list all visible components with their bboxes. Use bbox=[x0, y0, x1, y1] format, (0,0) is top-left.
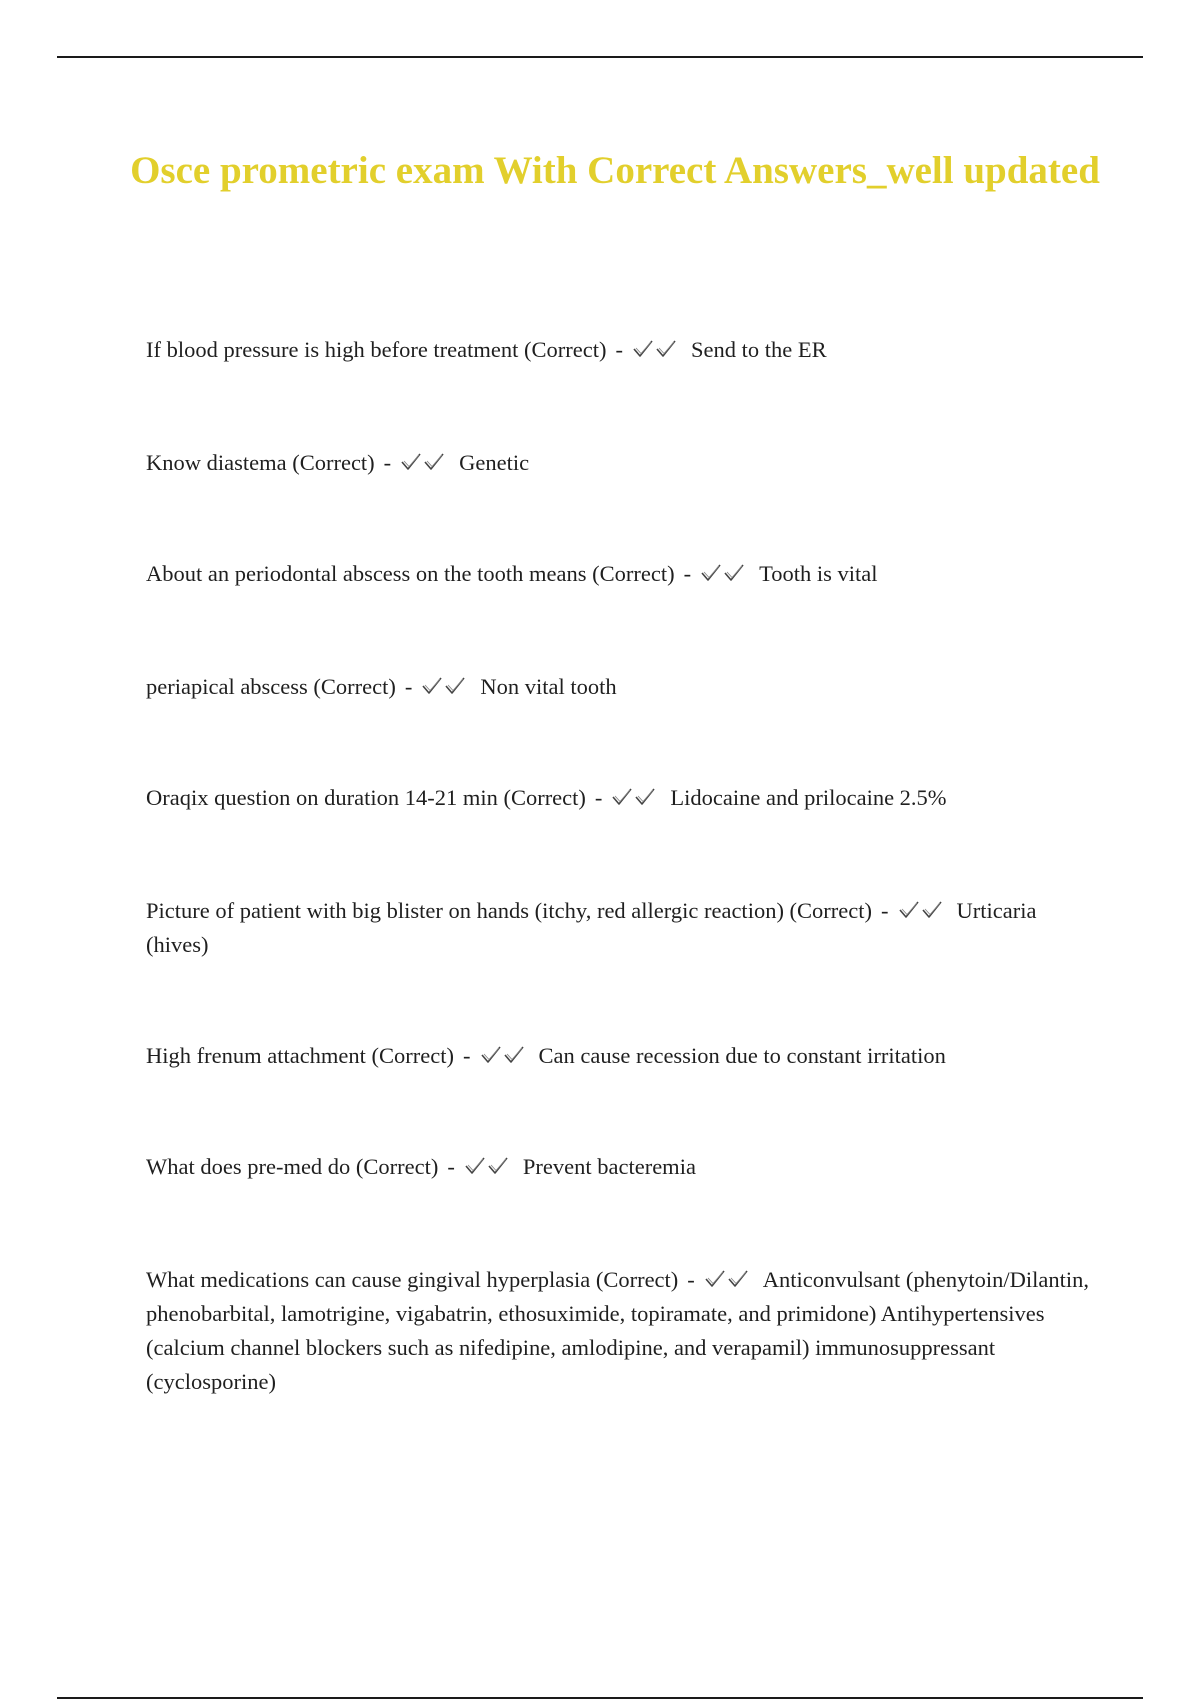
answer-text: Genetic bbox=[459, 450, 530, 475]
double-check-icon bbox=[898, 899, 946, 921]
answer-text: Urticaria (hives) bbox=[146, 898, 1037, 957]
double-check-icon bbox=[400, 451, 448, 473]
double-check-icon bbox=[700, 562, 748, 584]
answer-text: Lidocaine and prilocaine 2.5% bbox=[670, 785, 947, 810]
qa-item bbox=[146, 670, 1091, 704]
question-text: About an periodontal abscess on the tooth means (Correct) bbox=[146, 561, 675, 586]
separator: - bbox=[447, 1154, 455, 1179]
question-text: periapical abscess (Correct) bbox=[146, 674, 396, 699]
question-text: Know diastema (Correct) bbox=[146, 450, 375, 475]
double-check-icon bbox=[464, 1155, 512, 1177]
answer-text: Anticonvulsant (phenytoin/Dilantin, phenobarbital, lamotrigine, vigabatrin, ethosuximide, topiramate, and primidone) Antihypertensives (calcium channel blockers such as nifedipine, amlodipine, and verapamil) immunosuppressant (cyclosporine) bbox=[146, 1267, 1090, 1394]
answer-text: Non vital tooth bbox=[480, 674, 617, 699]
answer-text: Prevent bacteremia bbox=[522, 1154, 696, 1179]
double-check-icon bbox=[632, 338, 680, 360]
separator: - bbox=[383, 450, 392, 475]
qa-item bbox=[146, 894, 1091, 962]
separator: - bbox=[683, 561, 692, 586]
separator: - bbox=[404, 674, 413, 699]
separator: - bbox=[687, 1267, 695, 1292]
separator: - bbox=[881, 898, 889, 923]
qa-item bbox=[146, 1150, 1091, 1184]
question-text: High frenum attachment (Correct) bbox=[146, 1043, 455, 1068]
double-check-icon bbox=[480, 1044, 528, 1066]
qa-item bbox=[146, 446, 1091, 480]
separator: - bbox=[463, 1043, 471, 1068]
question-text: Picture of patient with big blister on hands (itchy, red allergic reaction) (Correct) bbox=[146, 898, 873, 923]
qa-item bbox=[146, 1263, 1091, 1399]
answer-text: Send to the ER bbox=[690, 337, 827, 362]
question-text: Oraqix question on duration 14-21 min (Correct) bbox=[146, 785, 586, 810]
question-text: What medications can cause gingival hyperplasia (Correct) bbox=[146, 1267, 679, 1292]
answer-text: Can cause recession due to constant irritation bbox=[538, 1043, 946, 1068]
qa-item bbox=[146, 781, 1091, 815]
double-check-icon bbox=[421, 675, 469, 697]
question-text: If blood pressure is high before treatment (Correct) bbox=[146, 337, 607, 362]
answer-text: Tooth is vital bbox=[759, 561, 878, 586]
qa-item bbox=[146, 557, 1091, 591]
double-check-icon bbox=[704, 1268, 752, 1290]
bottom-rule bbox=[57, 1697, 1143, 1699]
separator: - bbox=[594, 785, 603, 810]
separator: - bbox=[615, 337, 623, 362]
qa-item bbox=[146, 333, 1091, 367]
question-text: What does pre-med do (Correct) bbox=[146, 1154, 439, 1179]
qa-item bbox=[146, 1039, 1091, 1073]
document-title: Osce prometric exam With Correct Answers_well updated bbox=[130, 149, 1100, 192]
double-check-icon bbox=[611, 786, 659, 808]
